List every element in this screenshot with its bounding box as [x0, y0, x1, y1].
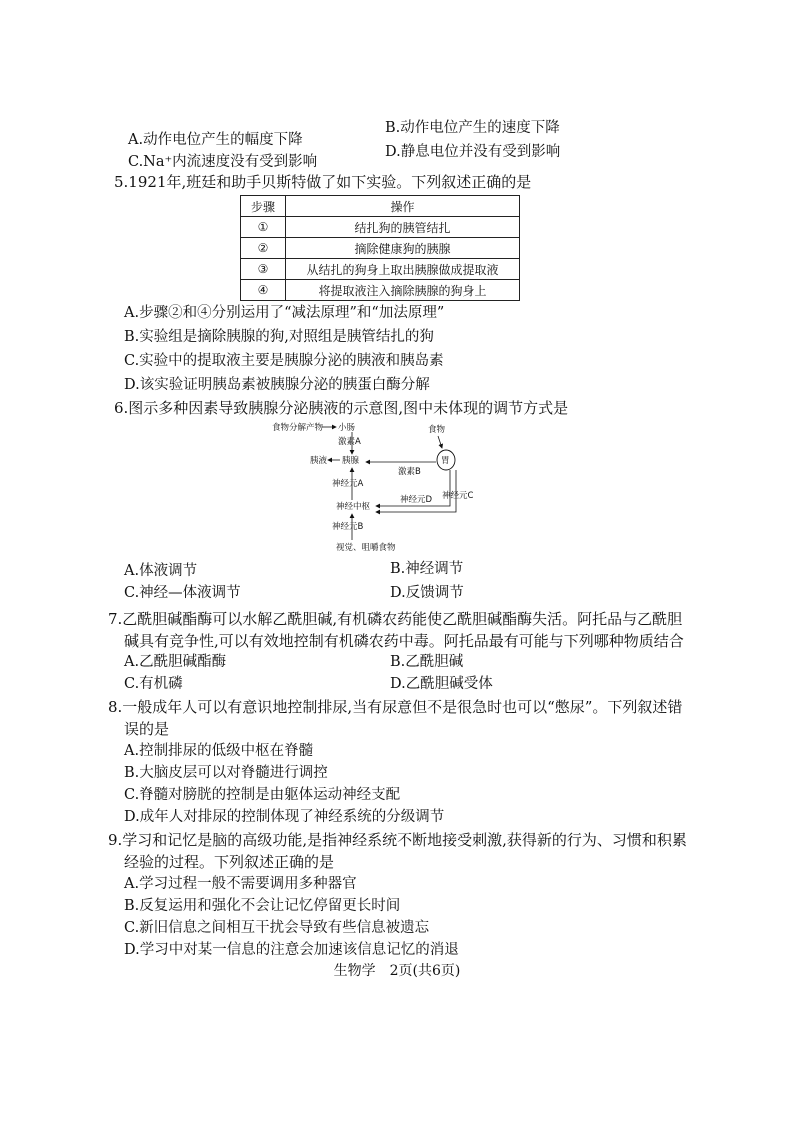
q4-option-a: A.动作电位产生的幅度下降 — [128, 132, 303, 148]
diagram-stimulus: 视觉、咀嚼食物 — [336, 543, 396, 553]
q9-option-a: A.学习过程一般不需要调用多种器官 — [124, 876, 357, 892]
q7-option-c: C.有机磷 — [124, 676, 183, 692]
diagram-neuron-c: 神经元C — [442, 491, 474, 501]
table-cell-step: ④ — [241, 280, 286, 301]
table-cell-step: ③ — [241, 259, 286, 280]
q5-option-a: A.步骤②和④分别运用了“减法原理”和“加法原理” — [124, 305, 445, 321]
table-cell-operation: 从结扎的狗身上取出胰腺做成提取液 — [286, 259, 520, 280]
diagram-neuron-a: 神经元A — [332, 479, 364, 489]
table-header-row — [241, 196, 520, 217]
q4-option-b: B.动作电位产生的速度下降 — [385, 120, 560, 136]
q5-option-d: D.该实验证明胰岛素被胰腺分泌的胰蛋白酶分解 — [124, 377, 430, 393]
q6-option-b: B.神经调节 — [390, 561, 464, 577]
q6-diagram — [270, 418, 510, 558]
diagram-hormone-a: 激素A — [338, 437, 361, 447]
q5-stem: 5.1921年,班廷和助手贝斯特做了如下实验。下列叙述正确的是 — [114, 173, 532, 191]
q9-option-d: D.学习中对某一信息的注意会加速该信息记忆的消退 — [124, 942, 459, 958]
arrow-food-stomach — [438, 436, 442, 448]
q7-stem-line1: 7.乙酰胆碱酯酶可以水解乙酰胆碱,有机磷农药能使乙酰胆碱酯酶失活。阿托品与乙酰胆 — [108, 610, 683, 628]
diagram-hormone-b: 激素B — [398, 467, 421, 477]
q7-option-a: A.乙酰胆碱酯酶 — [124, 654, 227, 670]
q8-stem-line2: 误的是 — [124, 720, 170, 738]
q7-option-b: B.乙酰胆碱 — [390, 654, 464, 670]
diagram-food: 食物 — [428, 425, 446, 435]
q8-stem-line1: 8.一般成年人可以有意识地控制排尿,当有尿意但不是很急时也可以“憋尿”。下列叙述错 — [108, 698, 683, 716]
diagram-neuron-b: 神经元B — [332, 522, 364, 532]
table-header-step: 步骤 — [241, 196, 286, 217]
q9-option-c: C.新旧信息之间相互干扰会导致有些信息被遗忘 — [124, 920, 430, 936]
diagram-small-intestine: 小肠 — [338, 423, 356, 433]
table-header-operation: 操作 — [286, 196, 520, 217]
table-row — [241, 217, 520, 238]
table-cell-operation: 结扎狗的胰管结扎 — [286, 217, 520, 238]
q9-stem-line1: 9.学习和记忆是脑的高级功能,是指神经系统不断地接受刺激,获得新的行为、习惯和积累 — [108, 831, 687, 849]
diagram-food-products: 食物分解产物 — [272, 423, 324, 433]
q6-stem: 6.图示多种因素导致胰腺分泌胰液的示意图,图中未体现的调节方式是 — [114, 399, 569, 417]
table-cell-step: ② — [241, 238, 286, 259]
q4-option-c: C.Na⁺内流速度没有受到影响 — [128, 154, 318, 170]
q9-option-b: B.反复运用和强化不会让记忆停留更长时间 — [124, 898, 401, 914]
q7-option-d: D.乙酰胆碱受体 — [390, 676, 493, 692]
table-cell-operation: 摘除健康狗的胰腺 — [286, 238, 520, 259]
q8-option-b: B.大脑皮层可以对脊髓进行调控 — [124, 765, 328, 781]
table-cell-operation: 将提取液注入摘除胰腺的狗身上 — [286, 280, 520, 301]
q6-option-d: D.反馈调节 — [390, 585, 464, 601]
q7-stem-line2: 碱具有竞争性,可以有效地控制有机磷农药中毒。阿托品最有可能与下列哪种物质结合 — [124, 632, 684, 650]
q4-option-d: D.静息电位并没有受到影响 — [385, 144, 561, 160]
diagram-neuron-d: 神经元D — [400, 495, 433, 505]
q8-option-d: D.成年人对排尿的控制体现了神经系统的分级调节 — [124, 809, 445, 825]
diagram-nerve-center: 神经中枢 — [336, 502, 371, 512]
q8-option-a: A.控制排尿的低级中枢在脊髓 — [124, 743, 314, 759]
q6-option-c: C.神经—体液调节 — [124, 585, 241, 601]
table-row — [241, 238, 520, 259]
table-row — [241, 259, 520, 280]
q5-option-b: B.实验组是摘除胰腺的狗,对照组是胰管结扎的狗 — [124, 329, 434, 345]
diagram-stomach: 胃 — [441, 456, 450, 466]
q9-stem-line2: 经验的过程。下列叙述正确的是 — [124, 853, 335, 871]
q6-option-a: A.体液调节 — [124, 563, 198, 579]
diagram-pancreatic-juice: 胰液 — [310, 456, 328, 466]
table-row — [241, 280, 520, 301]
q8-option-c: C.脊髓对膀胱的控制是由躯体运动神经支配 — [124, 787, 401, 803]
page-footer: 生物学 2页(共6页) — [333, 963, 461, 979]
diagram-pancreas: 胰腺 — [342, 456, 360, 466]
q5-option-c: C.实验中的提取液主要是胰腺分泌的胰液和胰岛素 — [124, 353, 444, 369]
q5-steps-table — [240, 195, 520, 301]
table-cell-step: ① — [241, 217, 286, 238]
